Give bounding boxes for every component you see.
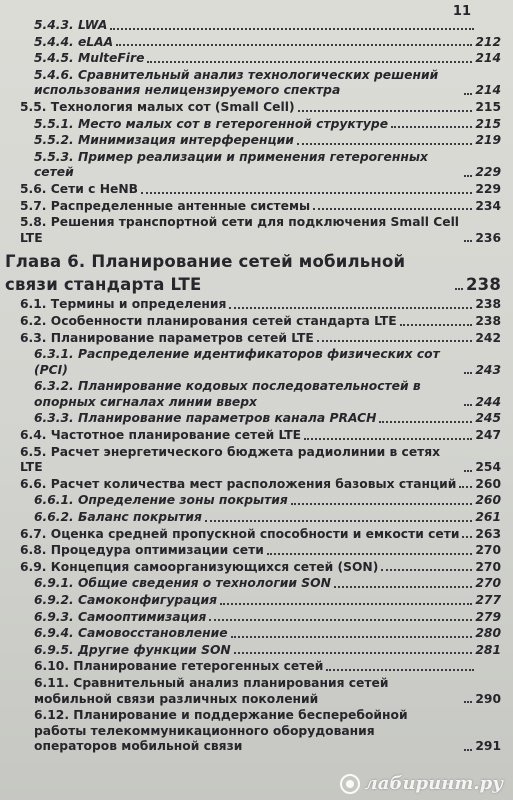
toc-entry xyxy=(0,100,513,116)
toc-entry xyxy=(0,297,513,313)
toc-entry-page: 270 xyxy=(475,543,501,558)
toc-entry-title: 6.9.2. Самоконфигурация xyxy=(34,593,218,607)
toc-entry-title: 6.9. Концепция самоорганизующихся сетей (SON) xyxy=(20,559,379,574)
toc-entry-page: 247 xyxy=(475,428,501,443)
toc-entry-page: 270 xyxy=(475,576,501,591)
dot-leader xyxy=(205,520,472,522)
toc-entry-title: 6.3.1. Распределение идентификаторов физических сот (PCI) xyxy=(34,347,440,377)
toc-entry-title: 5.5.1. Место малых сот в гетерогенной структуре xyxy=(34,116,389,131)
toc-entry xyxy=(0,199,513,215)
toc-entry xyxy=(0,215,513,246)
page-number: 11 xyxy=(452,4,471,19)
toc-entry xyxy=(0,593,513,609)
toc-entry xyxy=(0,117,513,133)
dot-leader xyxy=(464,175,472,177)
toc-entry xyxy=(0,708,513,755)
toc-entry xyxy=(0,35,513,51)
toc-entry-title: 6.6.2. Баланс покрытия xyxy=(34,510,202,525)
toc-entry xyxy=(0,150,513,181)
toc-entry-title: 6.3. Планирование параметров сетей LTE xyxy=(20,330,314,345)
toc-entry-title: 5.5.3. Пример реализации и применения гетерогенных сетей xyxy=(34,149,428,180)
toc-entry-page: 270 xyxy=(475,559,501,574)
toc-entry-page: 277 xyxy=(475,593,501,607)
toc-entry-page: 238 xyxy=(475,297,501,312)
toc-entry-title: 6.1. Термины и определения xyxy=(20,297,227,312)
dot-leader xyxy=(464,749,472,751)
dot-leader xyxy=(116,44,472,46)
toc-entry xyxy=(0,347,513,378)
dot-leader xyxy=(297,143,472,145)
toc-entry-page: 236 xyxy=(475,230,501,245)
dot-leader xyxy=(379,421,472,423)
toc-entry xyxy=(0,643,513,659)
dot-leader xyxy=(462,536,472,538)
watermark-text: лабиринт.ру xyxy=(364,773,503,794)
toc-entry xyxy=(0,428,513,444)
toc-entry-title: 6.9.5. Другие функции SON xyxy=(34,642,231,657)
dot-leader xyxy=(334,586,472,588)
toc-entry xyxy=(0,331,513,347)
toc-entry xyxy=(0,445,513,476)
toc-entry-title: 5.4.6. Сравнительный анализ технологических решений использования нелицензируемого спектра xyxy=(34,67,439,98)
toc-entry xyxy=(0,411,513,427)
toc-entry-title: 6.3.3. Планирование параметров канала PRACH xyxy=(34,411,377,426)
toc-entry-page: 260 xyxy=(475,493,501,508)
toc-entry-page: 261 xyxy=(475,510,501,525)
toc-entry-title: 5.5.2. Минимизация интерференции xyxy=(34,133,294,148)
dot-leader xyxy=(464,93,472,95)
dot-leader xyxy=(110,28,474,30)
toc-entry xyxy=(0,314,513,330)
dot-leader xyxy=(464,470,472,472)
dot-leader xyxy=(464,372,472,374)
dot-leader xyxy=(391,126,472,128)
toc-entry-title: 6.11. Сравнительный анализ планирования сетей мобильной связи различных поколений xyxy=(34,675,389,706)
dot-leader xyxy=(400,324,473,326)
toc-chapter xyxy=(0,250,513,296)
toc-entry xyxy=(0,493,513,509)
toc-entry-title: 6.9.4. Самовосстановление xyxy=(34,626,228,641)
dot-leader xyxy=(455,288,463,290)
toc-entry-title: Глава 6. Планирование сетей мобильной связи стандарта LTE xyxy=(5,252,406,295)
toc-entry-title: 5.4.5. MulteFire xyxy=(34,51,145,66)
toc-entry xyxy=(0,676,513,707)
dot-leader xyxy=(459,486,472,488)
dot-leader xyxy=(298,110,473,112)
dot-leader xyxy=(147,61,472,63)
dot-leader xyxy=(291,503,473,505)
dot-leader xyxy=(313,208,472,210)
toc-entry xyxy=(0,576,513,592)
toc-entry-page: 219 xyxy=(475,133,501,148)
dot-leader xyxy=(464,404,472,406)
toc-entry-page: 243 xyxy=(475,362,501,377)
toc-entry xyxy=(0,510,513,526)
toc-entry-page: 260 xyxy=(475,476,501,491)
dot-leader xyxy=(381,569,472,571)
toc-entry-title: 6.4. Частотное планирование сетей LTE xyxy=(20,428,302,443)
toc-entry-page: 229 xyxy=(475,165,501,180)
toc-entry xyxy=(0,182,513,198)
toc-entry xyxy=(0,527,513,543)
dot-leader xyxy=(326,669,474,671)
dot-leader xyxy=(317,340,473,342)
toc-entry-title: 6.6. Расчет количества мест расположения базовых станций xyxy=(20,476,457,491)
toc-entry-page: 280 xyxy=(475,626,501,641)
toc-entry-page: 245 xyxy=(475,411,501,426)
toc-entry-title: 5.8. Решения транспортной сети для подключения Small Cell LTE xyxy=(20,215,460,245)
dot-leader xyxy=(141,192,472,194)
toc-entry-page: 281 xyxy=(475,642,501,657)
toc-entry-page: 291 xyxy=(475,739,501,754)
labirint-logo-icon xyxy=(340,774,360,794)
toc-entry-page: 279 xyxy=(475,609,501,624)
dot-leader xyxy=(464,701,472,703)
table-of-contents xyxy=(0,18,513,756)
toc-entry-title: 5.7. Распределенные антенные системы xyxy=(20,198,311,213)
toc-entry-page: 215 xyxy=(475,99,501,114)
toc-entry xyxy=(0,560,513,576)
dot-leader xyxy=(304,438,472,440)
toc-entry xyxy=(0,477,513,493)
toc-entry-page: 234 xyxy=(475,198,501,213)
dot-leader xyxy=(231,636,473,638)
toc-entry-title: 6.8. Процедура оптимизации сети xyxy=(20,543,264,558)
toc-entry-page: 215 xyxy=(475,116,501,131)
toc-entry-title: 5.4.4. eLAA xyxy=(34,34,114,49)
watermark xyxy=(340,773,503,794)
toc-entry xyxy=(0,18,513,34)
dot-leader xyxy=(220,603,472,605)
toc-entry-page: 290 xyxy=(475,691,501,706)
toc-entry-title: 5.6. Сети с HeNB xyxy=(20,181,138,196)
toc-entry xyxy=(0,659,513,675)
toc-entry-title: 6.2. Особенности планирования сетей стандарта LTE xyxy=(20,313,397,328)
toc-entry-title: 5.5. Технология малых сот (Small Cell) xyxy=(20,99,295,114)
dot-leader xyxy=(234,652,473,654)
toc-entry-page: 212 xyxy=(475,34,501,49)
toc-entry xyxy=(0,610,513,626)
toc-entry-page: 238 xyxy=(465,275,501,295)
toc-entry-title: 6.9.1. Общие сведения о технологии SON xyxy=(34,576,331,591)
toc-entry-page: 263 xyxy=(475,526,501,541)
toc-entry-page: 244 xyxy=(475,394,501,409)
toc-entry-title: 6.3.2. Планирование кодовых последовательностей в опорных сигналах линии вверх xyxy=(34,379,421,409)
toc-entry-page: 214 xyxy=(475,83,501,98)
dot-leader xyxy=(267,553,472,555)
toc-entry xyxy=(0,543,513,559)
toc-entry-page: 238 xyxy=(475,313,501,328)
toc-entry-title: 6.5. Расчет энергетического бюджета радиолинии в сетях LTE xyxy=(20,444,441,475)
toc-entry xyxy=(0,626,513,642)
toc-entry-title: 6.6.1. Определение зоны покрытия xyxy=(34,493,288,508)
toc-entry xyxy=(0,133,513,149)
toc-entry-title: 5.4.3. LWA xyxy=(34,18,108,32)
toc-entry xyxy=(0,51,513,67)
toc-entry xyxy=(0,379,513,410)
toc-entry-title: 6.7. Оценка средней пропускной способности и емкости сети xyxy=(20,526,460,541)
dot-leader xyxy=(209,619,472,621)
toc-entry-title: 6.10. Планирование гетерогенных сетей xyxy=(34,659,324,674)
toc-entry-page: 214 xyxy=(475,51,501,66)
toc-entry-page: 242 xyxy=(475,330,501,345)
dot-leader xyxy=(229,307,472,309)
toc-entry xyxy=(0,68,513,99)
toc-entry-title: 6.9.3. Самооптимизация xyxy=(34,609,207,624)
dot-leader xyxy=(464,240,472,242)
toc-entry-title: 6.12. Планирование и поддержание бесперебойной работы телекоммуникационного оборудования операторов мобильной связи xyxy=(34,708,408,754)
toc-entry-page: 254 xyxy=(475,460,501,475)
toc-entry-page: 229 xyxy=(475,181,501,196)
